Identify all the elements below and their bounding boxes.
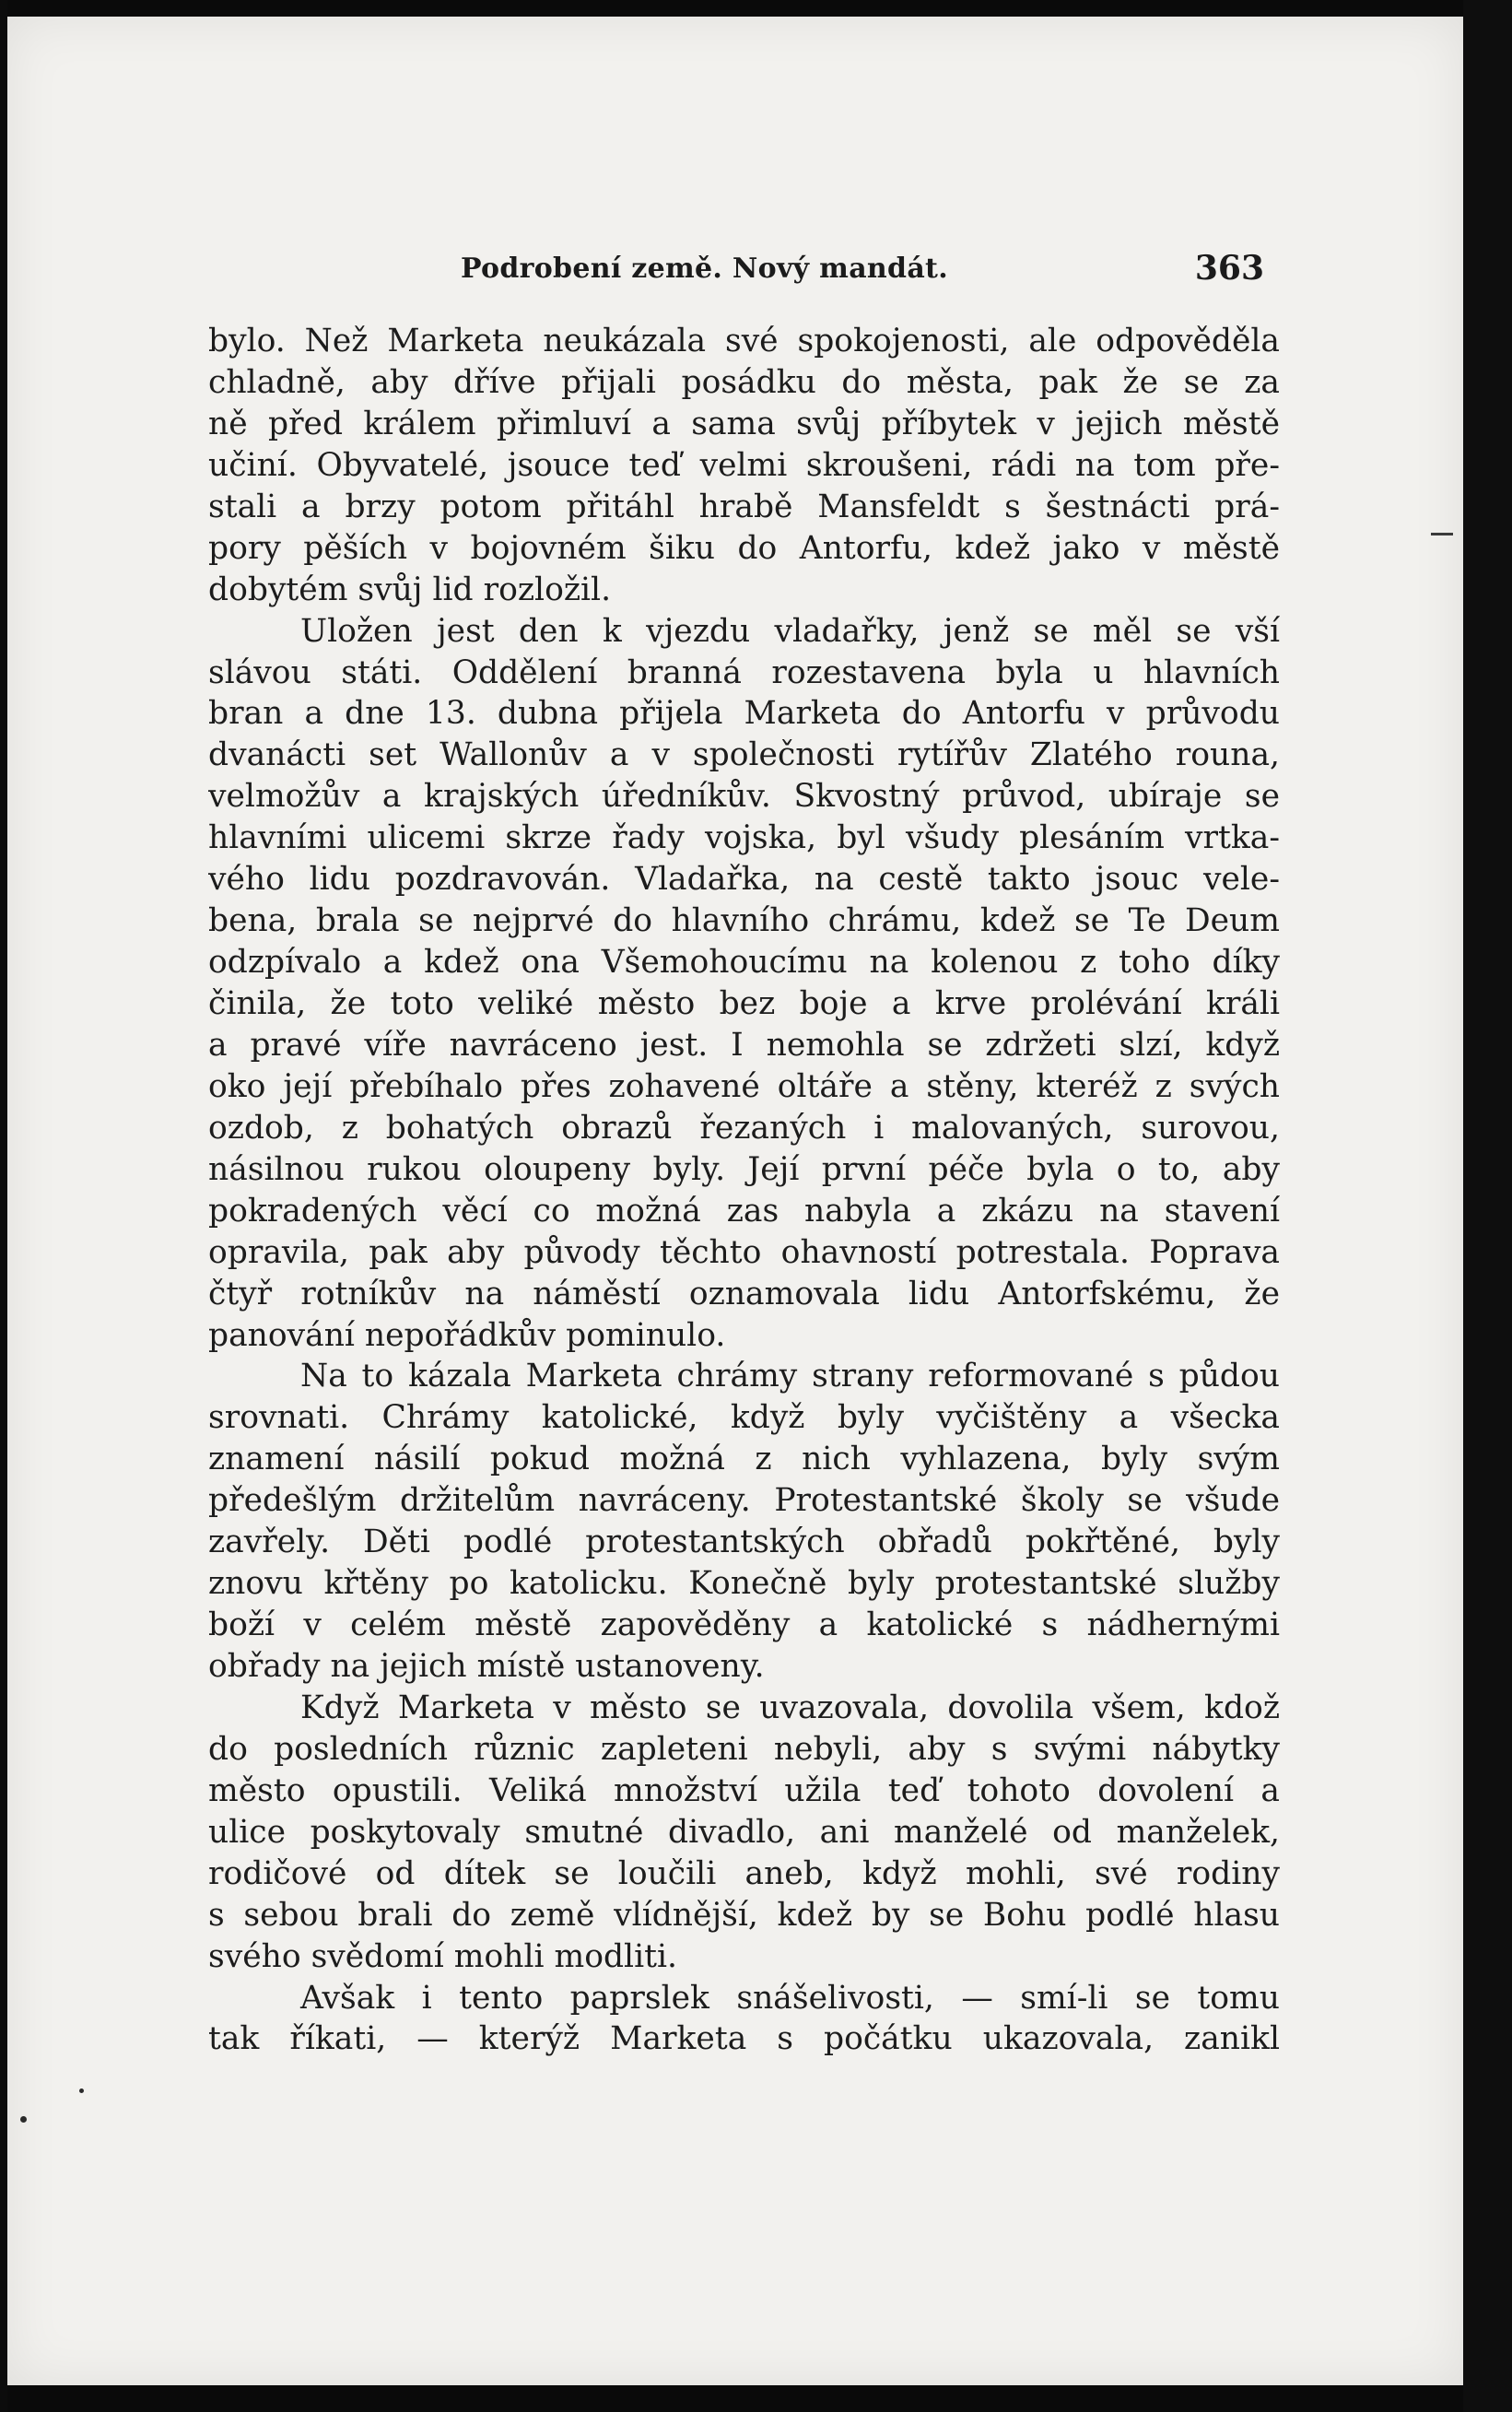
text-line: do posledních různic zapleteni nebyli, aby s svými nábytky (208, 1730, 1280, 1768)
running-title: Podrobení země. Nový mandát. (461, 253, 948, 285)
text-line: bran a dne 13. dubna přijela Marketa do Antorfu v průvodu (208, 695, 1280, 733)
text-line: rodičové od dítek se loučili aneb, když mohli, své rodiny (208, 1854, 1280, 1892)
text-line: velmožův a krajských úředníkův. Skvostný průvod, ubíraje se (208, 778, 1280, 816)
text-line: bylo. Než Marketa neukázala své spokojenosti, ale odpověděla (208, 323, 1280, 359)
text-line: srovnati. Chrámy katolické, když byly vyčištěny a všecka (208, 1399, 1280, 1437)
running-header (453, 247, 1264, 302)
text-line: činila, že toto veliké město bez boje a krve prolévání králi (208, 985, 1280, 1022)
text-line: ulice poskytovaly smutné divadlo, ani manželé od manželek, (208, 1813, 1280, 1851)
text-line: dvanácti set Wallonův a v společnosti rytířův Zlatého rouna, (208, 736, 1280, 774)
text-line: Na to kázala Marketa chrámy strany reformované s půdou (300, 1358, 1280, 1395)
text-line: odzpívalo a kdež ona Všemohoucímu na kolenou z toho díky (208, 944, 1280, 982)
text-line: oko její přebíhalo přes zohavené oltáře a stěny, kteréž z svých (208, 1067, 1280, 1105)
text-line: zavřely. Děti podlé protestantských obřadů pokřtěné, byly (208, 1524, 1280, 1561)
text-line: znamení násilí pokud možná z nich vyhlazena, byly svým (208, 1441, 1280, 1478)
margin-dash-mark (1431, 533, 1453, 535)
text-line: pory pěších v bojovném šiku do Antorfu, kdež jako v městě (208, 529, 1280, 567)
text-line: a pravé víře navráceno jest. I nemohla se zdržeti slzí, když (208, 1026, 1280, 1064)
text-line: Uložen jest den k vjezdu vladařky, jenž se měl se vší (300, 612, 1280, 650)
text-line: boží v celém městě zapověděny a katolické s nádhernými (208, 1606, 1280, 1644)
text-line: pokradených věcí co možná zas nabyla a zkázu na stavení (208, 1192, 1280, 1230)
right-scan-border (1463, 0, 1512, 2412)
text-line: obřady na jejich místě ustanoveny. (208, 1648, 765, 1685)
text-line: čtyř rotníkův na náměstí oznamovala lidu Antorfskému, že (208, 1275, 1280, 1312)
text-line: dobytém svůj lid rozložil. (208, 571, 612, 608)
text-line: město opustili. Veliká množství užila teď tohoto dovolení a (208, 1771, 1280, 1809)
left-scan-border (0, 0, 7, 2412)
text-line: bena, brala se nejprvé do hlavního chrámu, kdež se Te Deum (208, 902, 1280, 940)
text-line: předešlým držitelům navráceny. Protestantské školy se všude (208, 1482, 1280, 1520)
text-line: svého svědomí mohli modliti. (208, 1937, 677, 1975)
text-line: ně před králem přimluví a sama svůj příbytek v jejich městě (208, 405, 1280, 442)
page-number: 363 (1194, 249, 1264, 288)
text-line: panování nepořádkův pominulo. (208, 1316, 726, 1354)
text-line: tak říkati, — kterýž Marketa s počátku ukazovala, zanikl (208, 2020, 1280, 2058)
text-line: vého lidu pozdravován. Vladařka, na cestě takto jsouc vele- (208, 861, 1280, 899)
text-line: Avšak i tento paprslek snášelivosti, — smí-li se tomu (300, 1979, 1280, 2017)
text-line: učiní. Obyvatelé, jsouce teď velmi skroušeni, rádi na tom pře- (208, 446, 1280, 484)
text-line: hlavními ulicemi skrze řady vojska, byl všudy plesáním vrtka- (208, 819, 1280, 857)
text-line: chladně, aby dříve přijali posádku do města, pak že se za (208, 363, 1280, 401)
body-text (208, 321, 1280, 2060)
text-line: ozdob, z bohatých obrazů řezaných i malovaných, surovou, (208, 1109, 1280, 1147)
text-line: stali a brzy potom přitáhl hrabě Mansfeldt s šestnácti prá- (208, 488, 1280, 525)
text-line: opravila, pak aby původy těchto ohavností potrestala. Poprava (208, 1233, 1280, 1271)
text-line: znovu křtěny po katolicku. Konečně byly protestantské služby (208, 1565, 1280, 1603)
margin-speck (20, 2116, 27, 2123)
text-line: násilnou rukou oloupeny byly. Její první péče byla o to, aby (208, 1150, 1280, 1188)
text-line: Když Marketa v město se uvazovala, dovolila všem, kdož (300, 1688, 1280, 1726)
text-line: s sebou brali do země vlídnější, kdež by se Bohu podlé hlasu (208, 1896, 1280, 1934)
text-line: slávou státi. Oddělení branná rozestavena byla u hlavních (208, 653, 1280, 691)
margin-speck (79, 2088, 84, 2093)
